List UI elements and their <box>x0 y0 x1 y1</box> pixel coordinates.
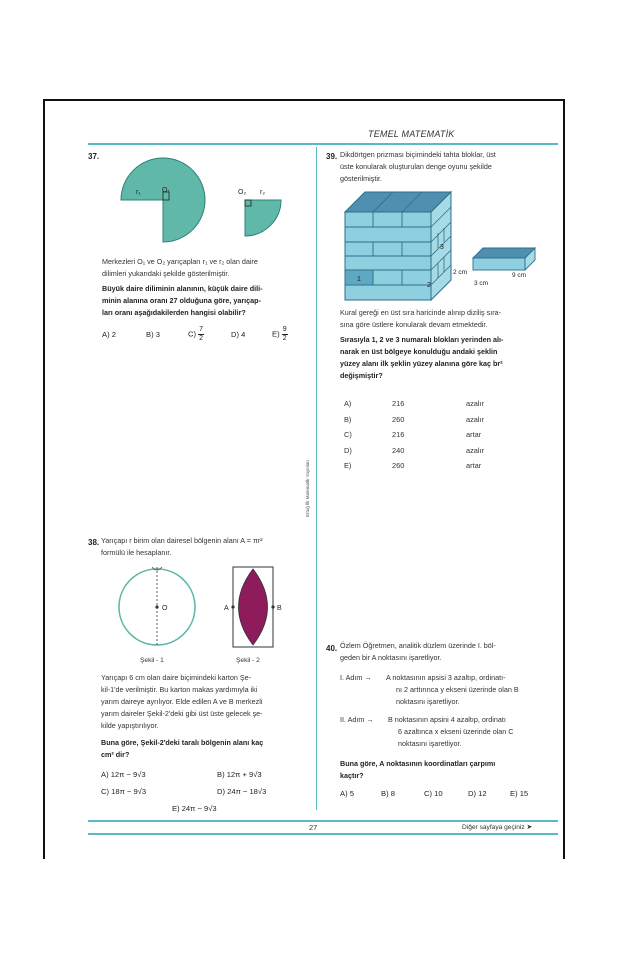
q40-step1-text <box>386 672 558 708</box>
q39-rule-line: Kural gereği en üst sıra haricinde alınıp diziliş sıra- <box>340 308 501 317</box>
q40-step2-line: 6 azaltınca x ekseni üzerinde olan C <box>398 727 514 736</box>
q38-option-d[interactable]: D) 24π − 18√3 <box>217 787 267 796</box>
q37-figure <box>120 150 295 245</box>
footer-divider-bottom <box>88 833 558 835</box>
q39-label-block-3: 3 <box>440 244 444 251</box>
q38-body-line: kilde yapıştırılıyor. <box>101 721 159 730</box>
q38-option-b[interactable]: B) 12π + 9√3 <box>217 770 262 779</box>
q37-option-c-letter: C) <box>188 329 197 339</box>
q38-question-line: cm² dir? <box>101 750 130 759</box>
q39-option-value: 216 <box>392 399 405 409</box>
q40-step2-head <box>340 714 390 726</box>
q39-question <box>340 334 556 382</box>
q39-option-b[interactable] <box>344 412 484 428</box>
q37-label-r1: r₁ <box>136 189 141 196</box>
q38-fig1-caption: Şekil - 1 <box>140 657 164 664</box>
q37-text <box>102 256 310 280</box>
q40-intro <box>340 640 555 664</box>
q39-options-table <box>344 396 484 474</box>
q37-option-c-denominator: 2 <box>199 335 204 342</box>
q39-question-line: yüzey alanı ilk şeklin yüzey alanına göre kaç br² <box>340 359 503 368</box>
q40-step2-text <box>388 714 558 750</box>
q40-intro-line: Özlem Öğretmen, analitik düzlem üzerinde I. böl- <box>340 641 496 650</box>
q39-rule-line: sına göre üstlere konularak devam etmektedir. <box>340 320 488 329</box>
q39-option-letter: D) <box>344 445 352 455</box>
q37-option-a[interactable]: A) 2 <box>102 330 116 339</box>
q38-body <box>101 672 311 732</box>
arrow-right-icon: → <box>366 715 374 724</box>
q37-option-e-letter: E) <box>272 329 280 339</box>
q40-step2-line: B noktasının apsini 4 azaltıp, ordinatı <box>388 715 506 724</box>
footer-divider-top <box>88 820 558 822</box>
q39-dim-3cm: 3 cm <box>474 280 489 287</box>
q39-dim-2cm: 2 cm <box>453 269 468 276</box>
q39-option-value: 216 <box>392 430 405 440</box>
q37-option-b[interactable]: B) 3 <box>146 330 160 339</box>
q40-question-line: kaçtır? <box>340 771 364 780</box>
q39-option-letter: C) <box>344 430 352 440</box>
q37-option-c[interactable] <box>188 326 204 343</box>
q39-single-block-top <box>473 248 535 258</box>
q38-number: 38. <box>88 538 100 547</box>
q39-number: 39. <box>326 152 338 161</box>
q39-option-value: 260 <box>392 414 405 424</box>
q40-question-line: Buna göre, A noktasının koordinatları çarpımı <box>340 759 496 768</box>
q38-fig2-point-b <box>271 605 274 608</box>
q40-step2-label: II. Adım <box>340 715 365 724</box>
q39-tower-figure <box>340 186 545 304</box>
q39-option-letter: A) <box>344 399 352 409</box>
next-page-hint <box>462 823 532 831</box>
q38-label-o: O <box>162 605 168 612</box>
q40-step1-label: I. Adım <box>340 673 363 682</box>
q40-step1-line: nı 2 arttırınca y ekseni üzerinde olan B <box>396 685 519 694</box>
q39-dim-9cm: 9 cm <box>512 272 527 279</box>
q38-body-line: yarım daireler Şekil-2'deki gibi üst üste gelecek şe- <box>101 709 263 718</box>
q37-option-e[interactable] <box>272 326 288 343</box>
q37-question-line: ları oranı aşağıdakilerden hangisi olabilir? <box>102 308 246 317</box>
q38-question-line: Buna göre, Şekil-2'deki taralı bölgenin alanı kaç <box>101 738 264 747</box>
q37-text-line: dilimleri yukarıdaki şekilde gösterilmiştir. <box>102 269 230 278</box>
header-divider <box>88 143 558 145</box>
q39-option-a[interactable] <box>344 396 484 412</box>
q39-intro-line: gösterilmiştir. <box>340 174 382 183</box>
q39-question-line: Sırasıyla 1, 2 ve 3 numaralı blokları yerinden alı- <box>340 335 504 344</box>
q39-question-line: narak en üst bölgeye konulduğu andaki şeklin <box>340 347 498 356</box>
q37-option-e-fraction <box>282 326 288 343</box>
q38-option-e[interactable]: E) 24π − 9√3 <box>172 804 217 813</box>
q40-step-1 <box>340 672 558 708</box>
q40-question <box>340 758 556 782</box>
q38-question <box>101 737 311 761</box>
q38-figures <box>112 565 302 670</box>
q37-option-c-fraction <box>198 326 204 343</box>
q38-fig2-point-a <box>231 605 234 608</box>
q37-question-line: Büyük daire diliminin alanının, küçük daire dili- <box>102 284 263 293</box>
q39-option-change: azalır <box>466 399 485 409</box>
q39-rule <box>340 307 555 331</box>
q38-option-a[interactable]: A) 12π − 9√3 <box>101 770 146 779</box>
publisher-side-text: Ertuğ İlk Matematik Yayınları <box>305 459 310 517</box>
q39-label-block-2: 2 <box>427 282 431 289</box>
q39-option-value: 240 <box>392 445 405 455</box>
q40-intro-line: geden bir A noktasını işaretliyor. <box>340 653 442 662</box>
q39-option-change: azalır <box>466 414 485 424</box>
q38-intro-line: formülü ile hesaplanır. <box>101 548 172 557</box>
q39-option-d[interactable] <box>344 443 484 459</box>
q39-intro <box>340 149 555 185</box>
q37-question <box>102 283 312 319</box>
q38-option-c[interactable]: C) 18π − 9√3 <box>101 787 147 796</box>
q40-step2-line: noktasını işaretliyor. <box>398 739 462 748</box>
q39-option-letter: E) <box>344 461 352 471</box>
q40-number: 40. <box>326 644 338 653</box>
q39-option-e[interactable] <box>344 458 484 474</box>
q38-body-line: Yarıçapı 6 cm olan daire biçimindeki karton Şe- <box>101 673 252 682</box>
q40-step1-head <box>340 672 388 684</box>
q39-question-line: değişmiştir? <box>340 371 383 380</box>
q37-label-r2: r₂ <box>260 189 266 196</box>
q39-label-block-1: 1 <box>357 276 361 283</box>
q39-single-block-front <box>473 258 525 270</box>
q40-option-d[interactable]: D) 12 <box>468 789 487 798</box>
q38-body-line: yarım daireye ayrılıyor. Elde edilen A ve B merkezli <box>101 697 263 706</box>
q37-question-line: minin alanına oranı 27 olduğuna göre, yarıçap- <box>102 296 261 305</box>
q37-option-e-numerator: 9 <box>282 326 287 333</box>
q40-step1-line: A noktasının apsisi 3 azaltıp, ordinatı- <box>386 673 506 682</box>
q37-label-o1: O₁ <box>162 187 170 194</box>
q40-step-2 <box>340 714 558 750</box>
q37-option-d[interactable]: D) 4 <box>231 330 246 339</box>
q40-option-a[interactable]: A) 5 <box>340 789 354 798</box>
q38-body-line: kil-1'de verilmiştir. Bu karton makas yardımıyla iki <box>101 685 258 694</box>
arrow-right-icon: → <box>364 673 372 682</box>
q39-option-c[interactable] <box>344 427 484 443</box>
page-header-title: TEMEL MATEMATİK <box>368 129 455 139</box>
q40-option-e[interactable]: E) 15 <box>510 789 529 798</box>
q40-option-b[interactable]: B) 8 <box>381 789 395 798</box>
page-number: 27 <box>309 823 318 832</box>
arrow-right-icon: ➤ <box>526 824 533 831</box>
q37-text-line: Merkezleri O₁ ve O₂ yarıçapları r₁ ve r₂ olan daire <box>102 257 258 266</box>
q37-option-c-numerator: 7 <box>199 326 204 333</box>
q37-option-e-denominator: 2 <box>282 335 287 342</box>
q39-option-change: artar <box>466 430 482 440</box>
q38-intro-line: Yarıçapı r birim olan dairesel bölgenin alanı A = πr² <box>101 536 263 545</box>
q39-intro-line: Dikdörtgen prizması biçimindeki tahta bloklar, üst <box>340 150 496 159</box>
q40-option-c[interactable]: C) 10 <box>424 789 443 798</box>
q39-option-change: azalır <box>466 445 485 455</box>
q39-option-value: 260 <box>392 461 405 471</box>
q40-step1-line: noktasını işaretliyor. <box>396 697 460 706</box>
next-page-text: Diğer sayfaya geçiniz <box>462 824 525 831</box>
q39-intro-line: üste konularak oluşturulan denge oyunu şekilde <box>340 162 492 171</box>
q39-option-letter: B) <box>344 414 352 424</box>
q39-option-change: artar <box>466 461 482 471</box>
q38-fig2-caption: Şekil - 2 <box>236 657 260 664</box>
q38-label-a: A <box>224 605 229 612</box>
q38-fig2-shaded-region <box>239 569 268 645</box>
q37-small-sector <box>245 200 281 236</box>
q38-fig1-center <box>155 605 158 608</box>
q38-label-b: B <box>277 605 282 612</box>
q37-number: 37. <box>88 152 100 161</box>
q37-label-o2: O₂ <box>238 189 247 196</box>
q38-intro <box>101 535 311 559</box>
